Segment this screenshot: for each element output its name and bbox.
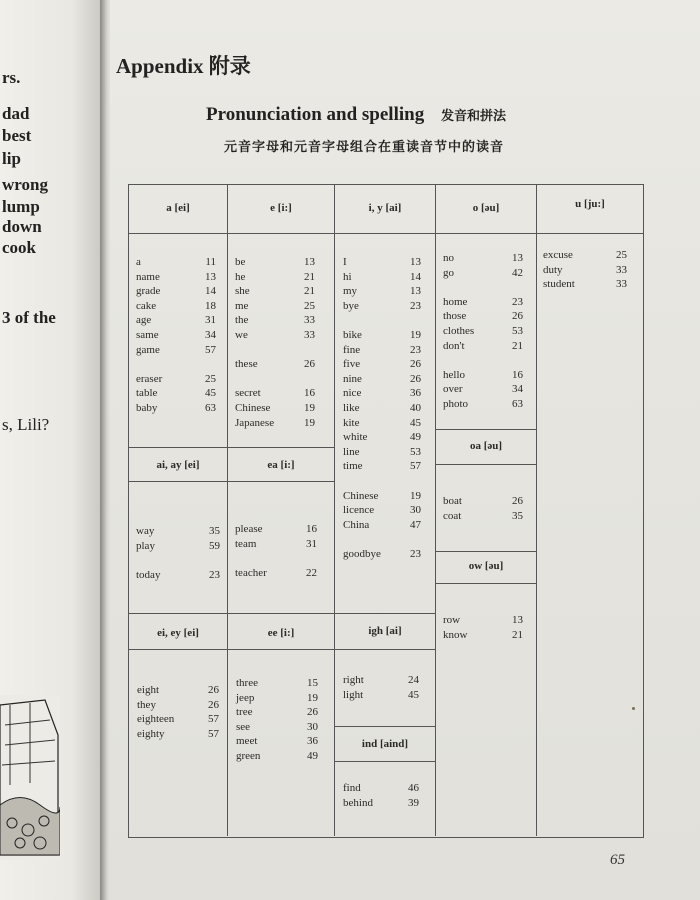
- word-row: [443, 266, 523, 281]
- lesson-number: 22: [306, 566, 317, 579]
- lesson-number: 45: [410, 416, 421, 429]
- word: we: [235, 328, 248, 341]
- lesson-number: 26: [208, 684, 219, 696]
- word: home: [443, 295, 468, 308]
- word-row: [235, 328, 315, 343]
- word: boat: [443, 495, 462, 507]
- lesson-number: 26: [304, 358, 315, 371]
- lesson-number: 34: [512, 383, 523, 396]
- lesson-number: 26: [512, 310, 523, 323]
- word-row: [443, 628, 523, 643]
- word: clothes: [443, 324, 475, 337]
- row-gap: [343, 313, 421, 328]
- lesson-number: 59: [209, 539, 220, 552]
- lesson-number: 30: [307, 720, 318, 733]
- lesson-number: 26: [307, 706, 318, 719]
- lesson-number: 13: [410, 285, 421, 298]
- lesson-number: 21: [304, 285, 315, 298]
- row-gap: [136, 553, 220, 568]
- lesson-number: 19: [410, 328, 421, 341]
- word: she: [235, 285, 250, 298]
- word-row: [343, 284, 421, 299]
- lesson-number: 19: [410, 489, 421, 502]
- left-word: lip: [2, 149, 21, 168]
- lesson-number: 47: [410, 518, 421, 531]
- lesson-number: 16: [306, 523, 317, 535]
- word-row: [136, 524, 220, 539]
- word: play: [136, 539, 155, 552]
- word: find: [343, 782, 361, 794]
- lesson-number: 31: [205, 314, 216, 327]
- lesson-number: 35: [209, 525, 220, 537]
- word-row: [235, 270, 315, 285]
- word-list-ee: [236, 676, 318, 764]
- left-word: wrong: [2, 175, 48, 194]
- word: over: [443, 383, 463, 396]
- word-row: [235, 284, 315, 299]
- lesson-number: 16: [304, 387, 315, 400]
- word-row: [137, 727, 219, 742]
- lesson-number: 57: [410, 460, 421, 473]
- word-row: [236, 691, 318, 706]
- lesson-number: 23: [410, 299, 421, 312]
- word: tree: [236, 706, 253, 719]
- header-i: i, y [ai]: [368, 202, 402, 214]
- word: game: [136, 343, 160, 356]
- word-row: [136, 386, 216, 401]
- word-list-o: [443, 251, 523, 412]
- page-number: 65: [610, 852, 625, 868]
- word: the: [235, 314, 249, 327]
- row-gap: [343, 532, 421, 547]
- lesson-number: 57: [205, 343, 216, 356]
- lesson-number: 36: [307, 735, 318, 748]
- left-page: [0, 0, 102, 900]
- word-row: [136, 270, 216, 285]
- word-row: [136, 313, 216, 328]
- word: like: [343, 401, 360, 414]
- word-row: [443, 251, 523, 266]
- page-subtitle: 元音字母和元音字母组合在重读音节中的读音: [224, 140, 505, 155]
- word-row: [236, 705, 318, 720]
- word: grade: [136, 285, 161, 298]
- word-row: [343, 372, 421, 387]
- lesson-number: 57: [208, 713, 219, 726]
- word: these: [235, 358, 258, 371]
- word-list-ea: [235, 522, 317, 580]
- lesson-number: 24: [408, 674, 419, 686]
- word: hi: [343, 270, 352, 283]
- word: eraser: [136, 372, 163, 385]
- lesson-number: 13: [512, 252, 523, 264]
- word: secret: [235, 387, 261, 400]
- lesson-number: 45: [205, 387, 216, 400]
- word-row: [343, 489, 421, 504]
- row-gap: [136, 357, 216, 372]
- lesson-number: 63: [512, 397, 523, 410]
- lesson-number: 33: [304, 314, 315, 327]
- lesson-number: 30: [410, 504, 421, 517]
- word-row: [343, 270, 421, 285]
- left-word: best: [2, 126, 32, 145]
- word: be: [235, 256, 246, 268]
- lesson-number: 26: [410, 372, 421, 385]
- word: team: [235, 537, 257, 550]
- word-row: [136, 372, 216, 387]
- row-gap: [443, 280, 523, 295]
- lesson-number: 49: [307, 749, 318, 762]
- word: student: [543, 278, 575, 291]
- paper-speck: [632, 707, 635, 710]
- word: licence: [343, 504, 375, 517]
- word-row: [343, 673, 419, 688]
- word-row: [443, 613, 523, 628]
- lesson-number: 14: [205, 285, 216, 298]
- lesson-number: 11: [205, 256, 216, 268]
- illustration-image: [0, 695, 60, 860]
- word: no: [443, 252, 454, 264]
- header-ei: ei, ey [ei]: [157, 627, 199, 639]
- word: light: [343, 688, 364, 701]
- word: nine: [343, 372, 362, 385]
- word-row: [443, 382, 523, 397]
- header-u: u [ju:]: [575, 198, 605, 210]
- word: Chinese: [235, 401, 271, 414]
- lesson-number: 19: [304, 401, 315, 414]
- word: kite: [343, 416, 360, 429]
- word: I: [343, 256, 347, 268]
- word: row: [443, 614, 461, 626]
- word-row: [136, 299, 216, 314]
- word: bike: [343, 328, 362, 341]
- word: my: [343, 285, 358, 298]
- lesson-number: 23: [512, 295, 523, 308]
- lesson-number: 63: [205, 401, 216, 414]
- header-oa: oa [əu]: [469, 440, 503, 452]
- word: please: [235, 523, 263, 535]
- word-row: [443, 368, 523, 383]
- word-row: [235, 566, 317, 581]
- word-row: [343, 459, 421, 474]
- word-list-ow: [443, 613, 523, 642]
- word: goodbye: [343, 547, 381, 560]
- word-row: [136, 255, 216, 270]
- lesson-number: 19: [307, 691, 318, 704]
- left-word: cook: [2, 238, 36, 257]
- word-row: [343, 688, 419, 703]
- lesson-number: 18: [205, 299, 216, 312]
- word-list-ind: [343, 781, 419, 810]
- word: eighty: [137, 727, 165, 740]
- word-row: [343, 547, 421, 562]
- word: table: [136, 387, 158, 400]
- word: way: [136, 525, 155, 537]
- lesson-number: 23: [410, 343, 421, 356]
- word-row: [137, 712, 219, 727]
- word-list-ai: [136, 524, 220, 582]
- lesson-number: 13: [410, 256, 421, 268]
- word-row: [343, 299, 421, 314]
- word-row: [543, 277, 627, 292]
- word-list-ei: [137, 683, 219, 741]
- word-row: [235, 401, 315, 416]
- word: eight: [137, 684, 159, 696]
- word-row: [343, 386, 421, 401]
- word: behind: [343, 796, 373, 809]
- lesson-number: 49: [410, 431, 421, 444]
- header-o: o [əu]: [472, 202, 500, 214]
- word-row: [443, 309, 523, 324]
- word-row: [443, 397, 523, 412]
- word: green: [236, 749, 261, 762]
- lesson-number: 33: [616, 278, 627, 291]
- word-row: [443, 494, 523, 509]
- lesson-number: 21: [304, 270, 315, 283]
- word-row: [343, 518, 421, 533]
- word-row: [236, 676, 318, 691]
- word-row: [235, 357, 315, 372]
- word: China: [343, 518, 370, 531]
- word-row: [343, 401, 421, 416]
- lesson-number: 19: [304, 416, 315, 429]
- word: today: [136, 568, 161, 581]
- word-list-e: [235, 255, 315, 430]
- word: Chinese: [343, 489, 379, 502]
- word: nice: [343, 387, 362, 400]
- lesson-number: 34: [205, 328, 216, 341]
- word: age: [136, 314, 152, 327]
- word-row: [543, 248, 627, 263]
- word: me: [235, 299, 249, 312]
- header-a: a [ei]: [166, 202, 190, 214]
- word-row: [443, 324, 523, 339]
- header-ow: ow [əu]: [468, 560, 504, 572]
- word: go: [443, 266, 454, 279]
- word-row: [137, 683, 219, 698]
- lesson-number: 45: [408, 688, 419, 701]
- left-word: lump: [2, 197, 40, 216]
- left-word: dad: [2, 104, 30, 123]
- word: a: [136, 256, 141, 268]
- word-row: [235, 416, 315, 431]
- word-row: [136, 568, 220, 583]
- word-row: [235, 537, 317, 552]
- word: same: [136, 328, 159, 341]
- lesson-number: 25: [616, 249, 627, 261]
- row-gap: [235, 372, 315, 387]
- word-row: [343, 255, 421, 270]
- word-row: [235, 255, 315, 270]
- header-ee: ee [i:]: [267, 627, 295, 639]
- word-row: [343, 343, 421, 358]
- lesson-number: 26: [512, 495, 523, 507]
- word: time: [343, 460, 363, 473]
- lesson-number: 53: [410, 445, 421, 458]
- word-row: [235, 386, 315, 401]
- lesson-number: 33: [304, 328, 315, 341]
- word: right: [343, 674, 364, 686]
- lesson-number: 33: [616, 263, 627, 276]
- word: don't: [443, 339, 465, 352]
- word-row: [343, 796, 419, 811]
- lesson-number: 39: [408, 796, 419, 809]
- word-row: [343, 328, 421, 343]
- word-row: [236, 749, 318, 764]
- word: they: [137, 698, 156, 711]
- word-row: [343, 430, 421, 445]
- word-row: [343, 445, 421, 460]
- word: name: [136, 270, 160, 283]
- word: photo: [443, 397, 469, 410]
- word: cake: [136, 299, 157, 312]
- row-gap: [235, 343, 315, 358]
- lesson-number: 57: [208, 727, 219, 740]
- lesson-number: 23: [209, 568, 220, 581]
- left-word: s, Lili?: [2, 415, 50, 434]
- page-title: [206, 104, 506, 126]
- word: excuse: [543, 249, 573, 261]
- word-list-i: [343, 255, 421, 561]
- lesson-number: 16: [512, 368, 523, 381]
- lesson-number: 14: [410, 270, 421, 283]
- word-row: [235, 299, 315, 314]
- word: hello: [443, 368, 465, 381]
- word: five: [343, 358, 361, 371]
- row-gap: [343, 474, 421, 489]
- word-list-igh: [343, 673, 419, 702]
- lesson-number: 35: [512, 509, 523, 522]
- word-row: [543, 263, 627, 278]
- word: jeep: [236, 691, 255, 704]
- lesson-number: 21: [512, 339, 523, 352]
- lesson-number: 13: [304, 256, 315, 268]
- word-list-a: [136, 255, 216, 416]
- word-row: [136, 343, 216, 358]
- word: he: [235, 270, 246, 283]
- word-row: [235, 313, 315, 328]
- header-e: e [i:]: [270, 202, 292, 214]
- word-row: [343, 416, 421, 431]
- word-row: [343, 503, 421, 518]
- word-row: [236, 734, 318, 749]
- lesson-number: 21: [512, 628, 523, 641]
- lesson-number: 13: [205, 270, 216, 283]
- left-word: down: [2, 217, 42, 236]
- word-row: [137, 698, 219, 713]
- row-gap: [443, 353, 523, 368]
- word: eighteen: [137, 713, 175, 726]
- word: coat: [443, 509, 462, 522]
- word: baby: [136, 401, 158, 414]
- header-ind: ind [aind]: [361, 738, 409, 750]
- word-row: [343, 357, 421, 372]
- word-row: [443, 339, 523, 354]
- word: Japanese: [235, 416, 275, 429]
- lesson-number: 23: [410, 547, 421, 560]
- word-row: [443, 509, 523, 524]
- title-cn: 发音和拼法: [440, 109, 506, 124]
- lesson-number: 25: [304, 299, 315, 312]
- word-list-oa: [443, 494, 523, 523]
- row-gap: [235, 551, 317, 566]
- word-row: [136, 539, 220, 554]
- word: duty: [543, 263, 563, 276]
- word-row: [136, 401, 216, 416]
- word: white: [343, 431, 368, 444]
- lesson-number: 46: [408, 782, 419, 794]
- left-word: rs.: [2, 68, 21, 87]
- lesson-number: 25: [205, 372, 216, 385]
- word: teacher: [235, 566, 267, 579]
- word: know: [443, 628, 468, 641]
- lesson-number: 13: [512, 614, 523, 626]
- word-row: [136, 328, 216, 343]
- word-row: [343, 781, 419, 796]
- lesson-number: 31: [306, 537, 317, 550]
- header-igh: igh [ai]: [368, 625, 402, 637]
- left-word: 3 of the: [2, 308, 56, 327]
- appendix-heading: Appendix 附录: [116, 54, 251, 78]
- lesson-number: 53: [512, 324, 523, 337]
- header-ai: ai, ay [ei]: [156, 459, 200, 471]
- word: three: [236, 677, 258, 689]
- lesson-number: 26: [208, 698, 219, 711]
- word-row: [235, 522, 317, 537]
- lesson-number: 40: [410, 401, 421, 414]
- word: those: [443, 310, 467, 323]
- word-row: [236, 720, 318, 735]
- lesson-number: 15: [307, 677, 318, 689]
- pronunciation-table: [128, 184, 644, 838]
- word: fine: [343, 343, 361, 356]
- word: bye: [343, 299, 359, 312]
- word-row: [136, 284, 216, 299]
- header-ea: ea [i:]: [267, 459, 295, 471]
- word-list-u: [543, 248, 627, 292]
- lesson-number: 36: [410, 387, 421, 400]
- word: meet: [236, 735, 258, 748]
- title-en: Pronunciation and spelling: [206, 104, 425, 125]
- word: see: [236, 720, 251, 733]
- right-page: [110, 0, 700, 900]
- word-row: [443, 295, 523, 310]
- lesson-number: 26: [410, 358, 421, 371]
- word: line: [343, 445, 360, 458]
- lesson-number: 42: [512, 266, 523, 279]
